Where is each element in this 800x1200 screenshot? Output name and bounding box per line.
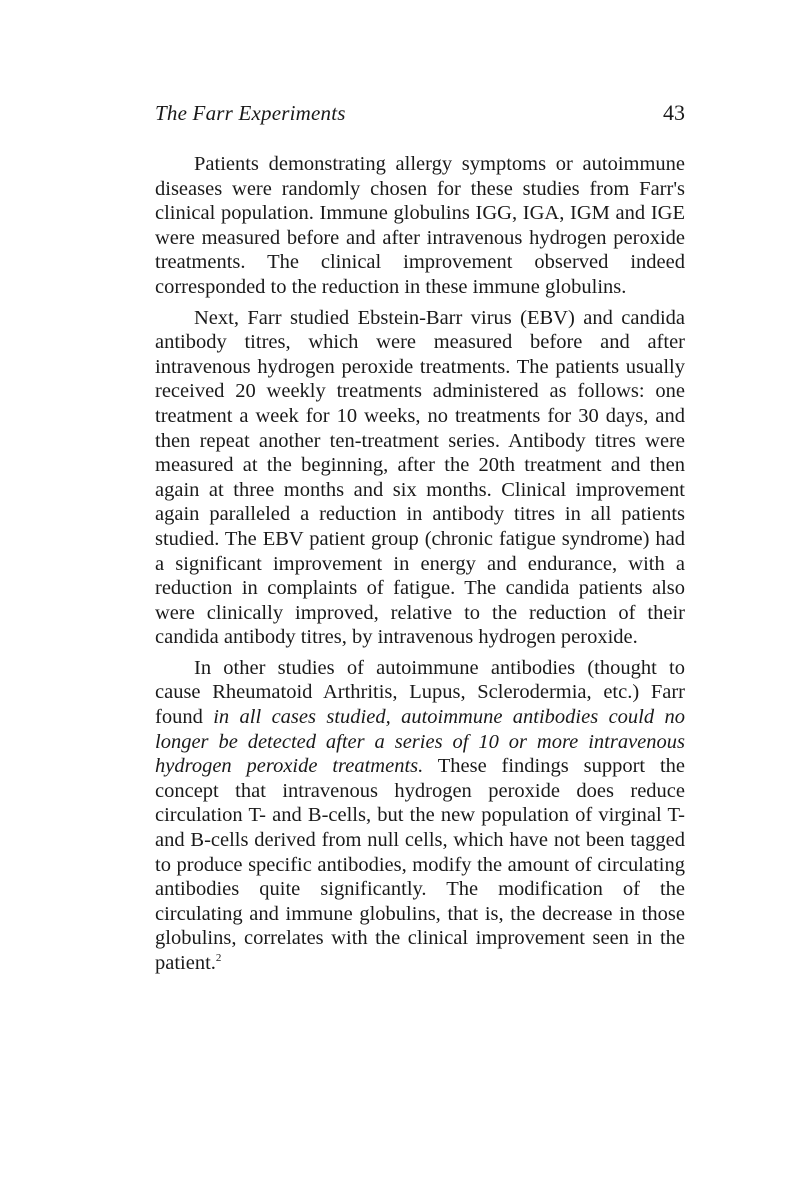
running-header bbox=[155, 100, 685, 140]
paragraph-2: Next, Farr studied Ebstein-Barr virus (EBV) and candida antibody titres, which were measured before and after intravenous hydrogen peroxide treatments. The patients usually received 20 weekly treatments administered as follows: one treatment a week for 10 weeks, no treatments for 30 days, and then repeat another ten-treatment series. Antibody titres were measured at the beginning, after the 20th treatment and then again at three months and six months. Clinical improvement again paralleled a reduction in antibody titres in all patients studied. The EBV patient group (chronic fatigue syndrome) had a significant improvement in energy and endurance, with a reduction in complaints of fatigue. The candida patients also were clinically improved, relative to the reduction of their candida antibody titres, by intravenous hydrogen peroxide. bbox=[155, 306, 685, 649]
paragraph-1: Patients demonstrating allergy symptoms or autoimmune diseases were randomly chosen for these studies from Farr's clinical population. Immune globulins IGG, IGA, IGM and IGE were measured before and after intravenous hydrogen peroxide treatments. The clinical improvement observed indeed corresponded to the reduction in these immune globulins. bbox=[155, 153, 685, 298]
paragraph-3-text-start: In other studies of autoimmune antibodies (thought to cause Rheumatoid Arthritis, Lupus, Sclerodermia, etc.) Farr found bbox=[155, 656, 685, 729]
paragraph-3-text-end: These findings support the concept that intravenous hydrogen peroxide does reduce circulation T- and B-cells, but the new population of virginal T- and B-cells derived from null cells, which have not been tagged to produce specific antibodies, modify the amount of circulating antibodies quite significantly. The modification of the circulating and immune globulins, that is, the decrease in those globulins, correlates with the clinical improvement seen in the patient. bbox=[155, 755, 685, 974]
running-title: The Farr Experiments bbox=[155, 101, 346, 125]
paragraph-3-italic-finding: in all cases studied, autoimmune antibodies could no longer be detected after a series of 10 or more intravenous hydrogen peroxide treatments. bbox=[155, 706, 686, 778]
paragraph-3 bbox=[155, 656, 685, 976]
footnote-reference[interactable]: 2 bbox=[215, 952, 222, 965]
book-page bbox=[155, 100, 685, 982]
page-number: 43 bbox=[663, 100, 685, 125]
